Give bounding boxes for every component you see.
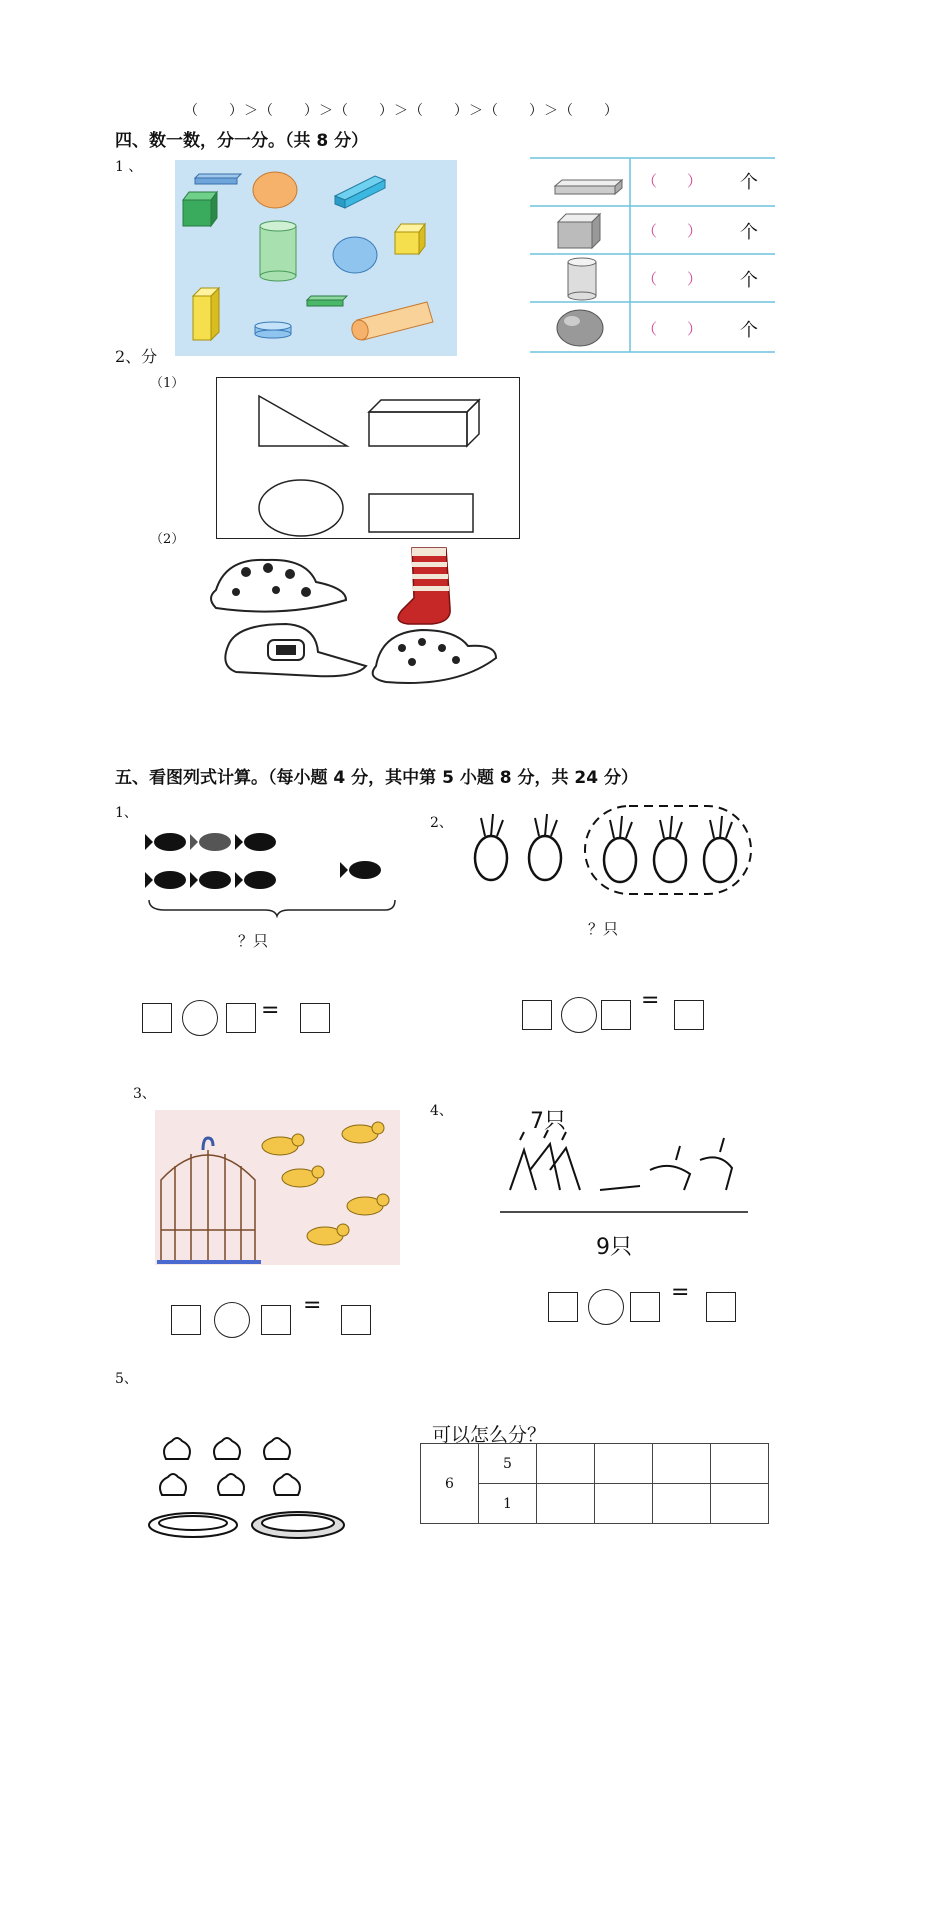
dotted-hat-icon <box>211 560 346 612</box>
p4-result-box[interactable] <box>706 1292 736 1322</box>
split-row1-cell5[interactable] <box>711 1444 769 1484</box>
p1-operator-circle[interactable] <box>182 1000 218 1036</box>
p1-result-box[interactable] <box>300 1003 330 1033</box>
striped-sock-icon <box>398 548 450 624</box>
p2-answer-box-b[interactable] <box>601 1000 631 1030</box>
p2-label: 2、 <box>430 815 453 831</box>
cap-icon <box>225 624 366 676</box>
p2-equals: = <box>641 988 660 1013</box>
q2-sub2-label: （2） <box>150 532 185 547</box>
split-row1-cell3[interactable] <box>595 1444 653 1484</box>
p4-operator-circle[interactable] <box>588 1289 624 1325</box>
p4-top-count: 7只 <box>530 1109 566 1134</box>
p4-equals: = <box>671 1280 690 1305</box>
p1-answer-box-b[interactable] <box>226 1003 256 1033</box>
count-blank-4[interactable]: （ ） <box>642 320 703 338</box>
split-row1-cell1: 5 <box>479 1444 537 1484</box>
birds-and-cage-illustration <box>155 1110 400 1265</box>
p3-result-box[interactable] <box>341 1305 371 1335</box>
shape-sort-box <box>216 377 520 539</box>
birds-cage-panel <box>155 1110 400 1265</box>
comparison-row: （ ）＞（ ）＞（ ）＞（ ）＞（ ）＞（ ） <box>184 103 619 119</box>
deer-illustration <box>500 1130 750 1220</box>
q2-sub1-label: （1） <box>150 376 185 391</box>
hats-and-sock-illustration <box>206 548 516 708</box>
p1-equals: = <box>261 998 280 1023</box>
p1-answer-box-a[interactable] <box>142 1003 172 1033</box>
split-row2-cell4[interactable] <box>653 1484 711 1524</box>
p3-label: 3、 <box>133 1086 156 1102</box>
p2-answer-box-a[interactable] <box>522 1000 552 1030</box>
p2-operator-circle[interactable] <box>561 997 597 1033</box>
section-4-title: 四、数一数，分一分。（共 8 分） <box>115 131 369 151</box>
split-row2-cell5[interactable] <box>711 1484 769 1524</box>
unit-label-4: 个 <box>740 320 758 341</box>
division-table <box>420 1443 769 1524</box>
p1-label: 1、 <box>115 805 138 821</box>
count-blank-2[interactable]: （ ） <box>642 222 703 240</box>
p5-label: 5、 <box>115 1371 138 1387</box>
p3-answer-box-a[interactable] <box>171 1305 201 1335</box>
section-5-title: 五、看图列式计算。（每小题 4 分，其中第 5 小题 8 分，共 24 分） <box>115 768 638 788</box>
radishes-illustration <box>465 800 765 900</box>
peaches-plates-illustration <box>148 1425 353 1545</box>
p1-question: ？只 <box>238 932 269 950</box>
p4-bottom-count: 9只 <box>596 1235 632 1260</box>
split-row1-cell4[interactable] <box>653 1444 711 1484</box>
count-blank-3[interactable]: （ ） <box>642 270 703 288</box>
count-blank-1[interactable]: （ ） <box>642 172 703 190</box>
p2-result-box[interactable] <box>674 1000 704 1030</box>
unit-label-2: 个 <box>740 222 758 243</box>
split-row2-cell2[interactable] <box>537 1484 595 1524</box>
p3-equals: = <box>303 1293 322 1318</box>
p3-operator-circle[interactable] <box>214 1302 250 1338</box>
total-cell: 6 <box>421 1444 479 1524</box>
p3-answer-box-b[interactable] <box>261 1305 291 1335</box>
shape-sort-drawing <box>217 378 521 540</box>
p2-question: ？只 <box>588 920 619 938</box>
p5-question: 可以怎么分？ <box>432 1424 547 1446</box>
p4-answer-box-a[interactable] <box>548 1292 578 1322</box>
split-row2-cell1: 1 <box>479 1484 537 1524</box>
split-row2-cell3[interactable] <box>595 1484 653 1524</box>
fish-illustration <box>145 820 405 912</box>
count-table <box>530 158 775 352</box>
dotted-hat-2-icon <box>373 630 496 683</box>
q1-label: 1 、 <box>115 159 143 175</box>
unit-label-1: 个 <box>740 172 758 193</box>
unit-label-3: 个 <box>740 270 758 291</box>
shapes-panel <box>175 160 457 356</box>
split-row1-cell2[interactable] <box>537 1444 595 1484</box>
p4-answer-box-b[interactable] <box>630 1292 660 1322</box>
solid-shapes-illustration <box>175 160 457 356</box>
q2-label: 2、分 <box>115 347 158 366</box>
p4-label: 4、 <box>430 1103 453 1119</box>
